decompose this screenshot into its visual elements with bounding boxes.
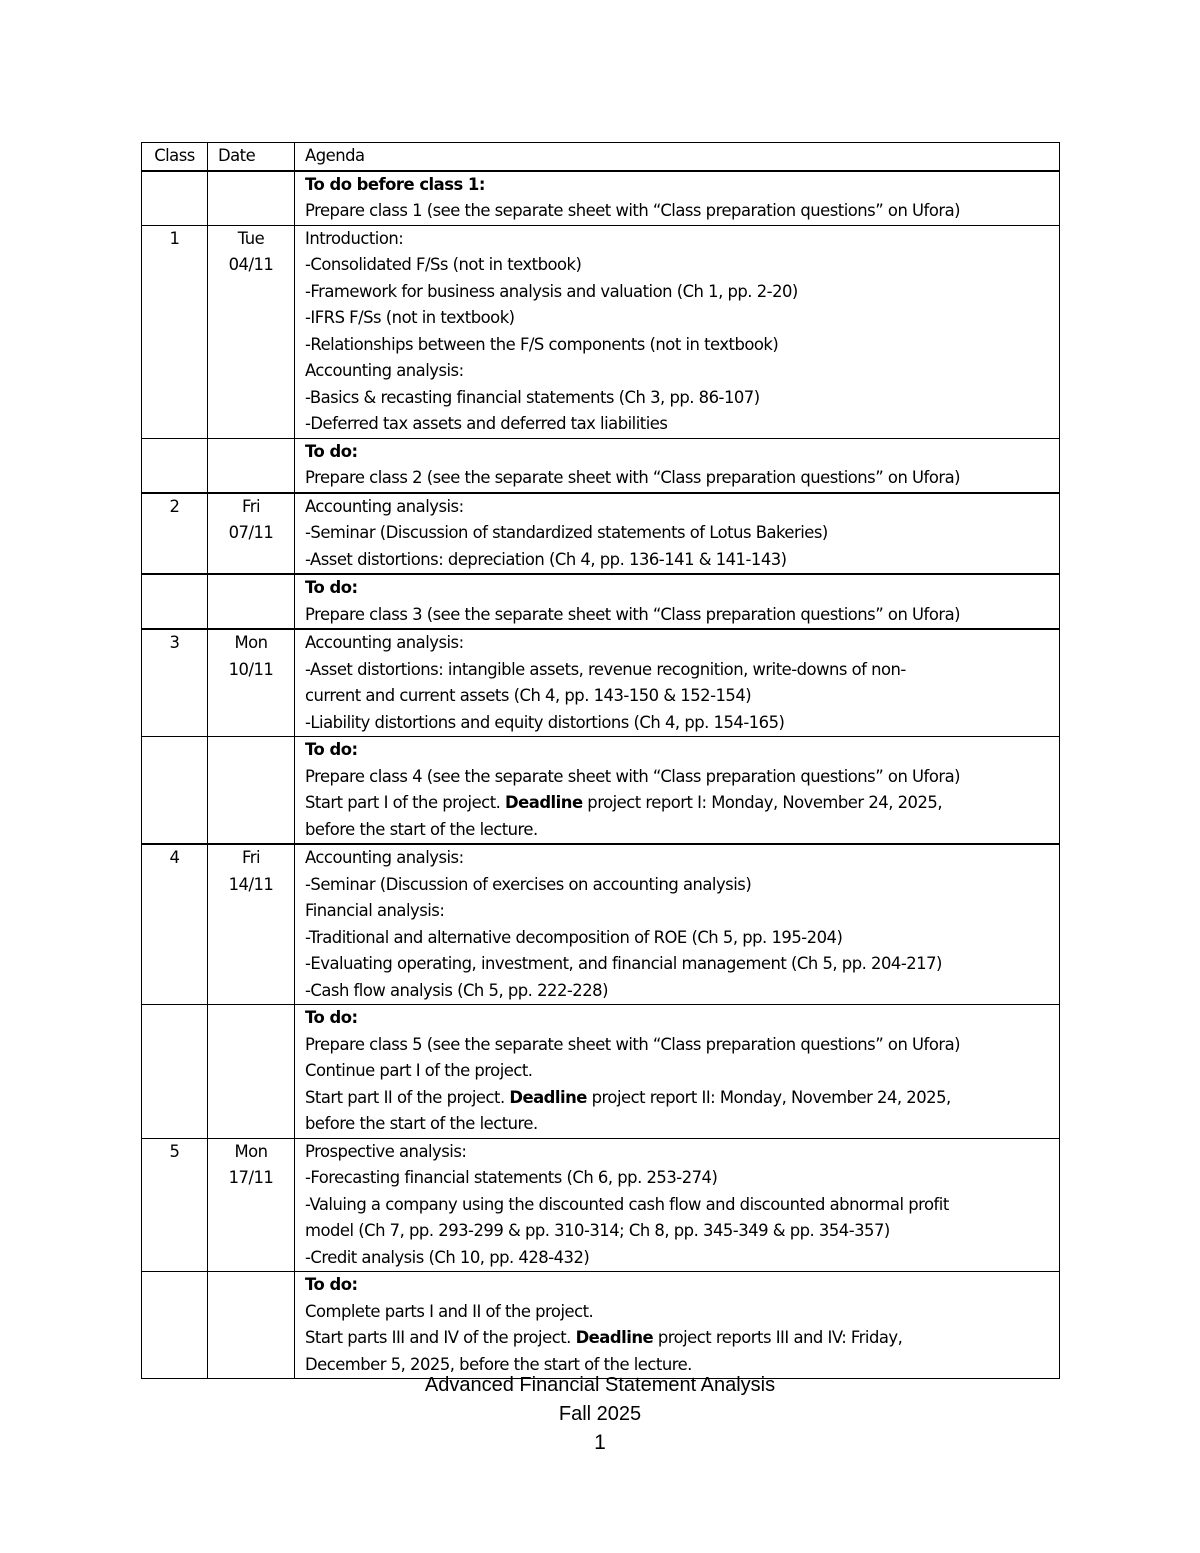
- agenda-line: [305, 1085, 1055, 1112]
- class-cell: 5: [142, 1138, 208, 1272]
- agenda-cell: [295, 1272, 1060, 1379]
- agenda-line: -Asset distortions: depreciation (Ch 4, pp. 136-141 & 141-143): [305, 549, 787, 569]
- date-cell: [208, 1138, 295, 1272]
- agenda-line: Accounting analysis:: [305, 633, 464, 652]
- deadline-label: Deadline: [509, 1087, 587, 1107]
- date-label: 17/11: [228, 1168, 274, 1187]
- agenda-line: -Traditional and alternative decomposition of ROE (Ch 5, pp. 195-204): [305, 927, 843, 947]
- deadline-label: Deadline: [505, 793, 583, 812]
- class-cell: 4: [142, 844, 208, 1005]
- agenda-line: Accounting analysis:: [305, 496, 464, 516]
- agenda-line: -Liability distortions and equity distortions (Ch 4, pp. 154-165): [305, 712, 785, 732]
- date-cell: [208, 844, 295, 1005]
- header-class: Class: [142, 143, 208, 171]
- todo-heading: To do:: [305, 740, 358, 759]
- agenda-text: Start part I of the project.: [305, 793, 506, 812]
- agenda-text: Start part II of the project.: [305, 1087, 510, 1107]
- todo-heading: To do:: [305, 1275, 358, 1294]
- date-label: 14/11: [228, 874, 274, 894]
- day-label: Mon: [234, 633, 268, 652]
- class-cell: [142, 171, 208, 226]
- date-label: 10/11: [228, 659, 274, 679]
- table-row: [142, 493, 1060, 575]
- class-cell: 1: [142, 225, 208, 438]
- footer-term: Fall 2025: [558, 1403, 642, 1425]
- header-agenda: Agenda: [295, 143, 1060, 171]
- agenda-line: -Cash flow analysis (Ch 5, pp. 222-228): [305, 980, 608, 1000]
- table-row: [142, 225, 1060, 438]
- agenda-line: Accounting analysis:: [305, 848, 464, 867]
- agenda-line: Prepare class 4 (see the separate sheet with “Class preparation questions” on Ufora): [305, 766, 961, 786]
- date-cell: [208, 171, 295, 226]
- class-cell: [142, 1005, 208, 1139]
- agenda-line: -Seminar (Discussion of exercises on accounting analysis): [305, 874, 752, 894]
- agenda-cell: [295, 844, 1060, 1005]
- class-cell: [142, 438, 208, 493]
- day-label: Tue: [237, 228, 265, 248]
- table-row: [142, 574, 1060, 629]
- agenda-line: Accounting analysis:: [305, 361, 464, 380]
- table-row: [142, 844, 1060, 1005]
- date-label: 04/11: [228, 255, 274, 274]
- class-cell: [142, 1272, 208, 1379]
- todo-heading: To do:: [305, 441, 358, 461]
- agenda-line: Prospective analysis:: [305, 1141, 467, 1161]
- class-cell: 2: [142, 493, 208, 575]
- date-cell: [208, 574, 295, 629]
- agenda-line: Continue part I of the project.: [305, 1061, 533, 1080]
- course-schedule-table: [141, 142, 1060, 1379]
- agenda-cell: [295, 574, 1060, 629]
- agenda-line: Prepare class 5 (see the separate sheet with “Class preparation questions” on Ufora): [305, 1034, 961, 1054]
- agenda-line: -Credit analysis (Ch 10, pp. 428-432): [305, 1247, 590, 1267]
- agenda-line: -Evaluating operating, investment, and financial management (Ch 5, pp. 204-217): [305, 954, 942, 973]
- deadline-label: Deadline: [575, 1328, 654, 1347]
- agenda-line: [305, 1325, 1055, 1352]
- agenda-line: before the start of the lecture.: [305, 1114, 538, 1133]
- date-label: 07/11: [228, 523, 274, 542]
- agenda-line: [305, 790, 1055, 817]
- table-row: [142, 629, 1060, 737]
- page-number: 1: [594, 1431, 606, 1454]
- day-label: Fri: [241, 496, 261, 516]
- date-cell: [208, 438, 295, 493]
- agenda-cell: [295, 438, 1060, 493]
- agenda-line: Introduction:: [305, 228, 404, 248]
- day-label: Mon: [234, 1141, 268, 1161]
- agenda-line: -Forecasting financial statements (Ch 6, pp. 253-274): [305, 1168, 718, 1187]
- date-cell: [208, 225, 295, 438]
- agenda-text: project report II: Monday, November 24, 2025,: [586, 1087, 951, 1107]
- agenda-cell: [295, 225, 1060, 438]
- agenda-line: before the start of the lecture.: [305, 819, 538, 839]
- class-cell: [142, 737, 208, 845]
- agenda-line: Prepare class 2 (see the separate sheet with “Class preparation questions” on Ufora): [305, 468, 961, 487]
- agenda-line: -IFRS F/Ss (not in textbook): [305, 308, 515, 327]
- agenda-line: -Asset distortions: intangible assets, revenue recognition, write-downs of non-: [305, 659, 906, 679]
- class-cell: 3: [142, 629, 208, 737]
- agenda-line: Complete parts I and II of the project.: [305, 1301, 594, 1321]
- todo-heading: To do:: [305, 1008, 358, 1027]
- day-label: Fri: [241, 848, 261, 867]
- date-cell: [208, 1005, 295, 1139]
- table-row: [142, 1138, 1060, 1272]
- table-row: [142, 438, 1060, 493]
- agenda-text: Start parts III and IV of the project.: [305, 1328, 576, 1347]
- agenda-cell: [295, 171, 1060, 226]
- agenda-cell: [295, 493, 1060, 575]
- date-cell: [208, 493, 295, 575]
- agenda-cell: [295, 737, 1060, 845]
- todo-heading: To do before class 1:: [305, 174, 485, 194]
- table-row: [142, 737, 1060, 845]
- agenda-line: Prepare class 1 (see the separate sheet with “Class preparation questions” on Ufora): [305, 201, 961, 220]
- agenda-line: current and current assets (Ch 4, pp. 143-150 & 152-154): [305, 686, 752, 705]
- agenda-line: Prepare class 3 (see the separate sheet with “Class preparation questions” on Ufora): [305, 604, 961, 624]
- agenda-line: Financial analysis:: [305, 901, 445, 920]
- table-row: [142, 1005, 1060, 1139]
- agenda-line: -Framework for business analysis and valuation (Ch 1, pp. 2-20): [305, 281, 798, 301]
- agenda-line: -Relationships between the F/S components (not in textbook): [305, 334, 779, 354]
- table-row: [142, 171, 1060, 226]
- date-cell: [208, 737, 295, 845]
- agenda-cell: [295, 629, 1060, 737]
- agenda-line: -Valuing a company using the discounted cash flow and discounted abnormal profit: [305, 1194, 949, 1214]
- agenda-cell: [295, 1138, 1060, 1272]
- date-cell: [208, 1272, 295, 1379]
- agenda-line: -Deferred tax assets and deferred tax liabilities: [305, 414, 668, 433]
- table-row: [142, 1272, 1060, 1379]
- date-cell: [208, 629, 295, 737]
- agenda-line: -Seminar (Discussion of standardized statements of Lotus Bakeries): [305, 523, 828, 542]
- agenda-cell: [295, 1005, 1060, 1139]
- header-date: Date: [208, 143, 295, 171]
- footer-course-title: Advanced Financial Statement Analysis: [424, 1374, 776, 1396]
- table-header-row: [142, 143, 1060, 171]
- agenda-text: project reports III and IV: Friday,: [653, 1328, 903, 1347]
- agenda-line: -Consolidated F/Ss (not in textbook): [305, 255, 582, 274]
- agenda-line: model (Ch 7, pp. 293-299 & pp. 310-314; Ch 8, pp. 345-349 & pp. 354-357): [305, 1221, 890, 1240]
- agenda-line: December 5, 2025, before the start of the lecture.: [305, 1354, 692, 1374]
- agenda-text: project report I: Monday, November 24, 2025,: [582, 793, 943, 812]
- todo-heading: To do:: [305, 578, 358, 597]
- class-cell: [142, 574, 208, 629]
- agenda-line: -Basics & recasting financial statements (Ch 3, pp. 86-107): [305, 387, 760, 407]
